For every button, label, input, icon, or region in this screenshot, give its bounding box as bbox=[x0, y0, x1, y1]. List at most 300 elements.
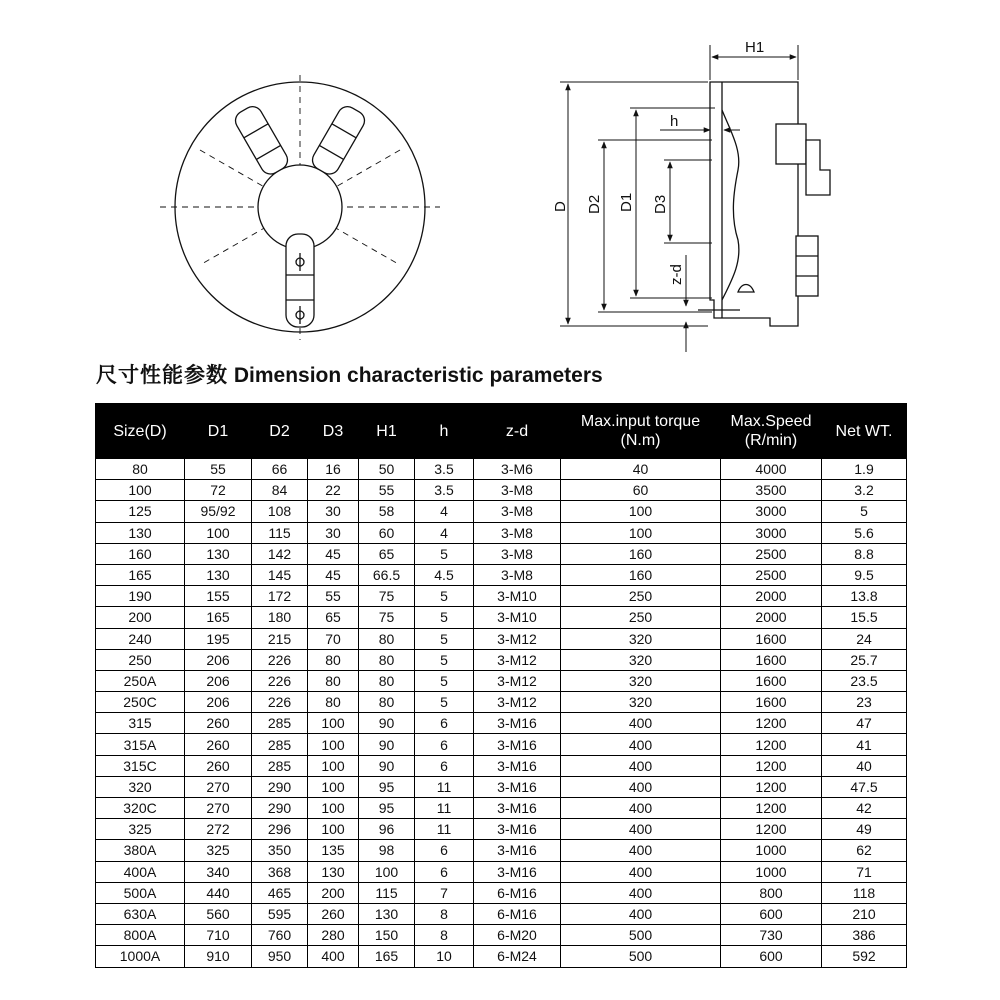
table-row bbox=[96, 670, 907, 691]
column-header-label: Net WT. bbox=[835, 422, 893, 440]
table-cell: 270 bbox=[185, 776, 252, 797]
table-cell: 100 bbox=[308, 755, 359, 776]
table-cell: 240 bbox=[96, 628, 185, 649]
table-cell: 180 bbox=[252, 607, 308, 628]
table-cell: 145 bbox=[252, 564, 308, 585]
table-cell: 155 bbox=[185, 586, 252, 607]
table-cell: 500A bbox=[96, 882, 185, 903]
table-cell: 5 bbox=[822, 501, 907, 522]
table-cell: 130 bbox=[96, 522, 185, 543]
table-cell: 260 bbox=[308, 903, 359, 924]
table-cell: 600 bbox=[721, 946, 822, 967]
column-header bbox=[185, 404, 252, 459]
label-h: h bbox=[670, 113, 679, 130]
table-cell: 400 bbox=[561, 713, 721, 734]
table-row bbox=[96, 649, 907, 670]
table-cell: 80 bbox=[359, 670, 415, 691]
table-row bbox=[96, 713, 907, 734]
table-cell: 40 bbox=[561, 459, 721, 480]
table-cell: 730 bbox=[721, 925, 822, 946]
table-cell: 5 bbox=[415, 649, 474, 670]
table-cell: 100 bbox=[359, 861, 415, 882]
table-cell: 215 bbox=[252, 628, 308, 649]
table-cell: 150 bbox=[359, 925, 415, 946]
table-cell: 315 bbox=[96, 713, 185, 734]
label-z-d: z-d bbox=[668, 264, 685, 285]
table-row bbox=[96, 522, 907, 543]
parameter-table bbox=[95, 403, 907, 968]
table-cell: 1600 bbox=[721, 649, 822, 670]
table-cell: 13.8 bbox=[822, 586, 907, 607]
table-cell: 206 bbox=[185, 692, 252, 713]
table-cell: 3-M16 bbox=[474, 819, 561, 840]
chuck-side-profile bbox=[710, 82, 798, 326]
table-cell: 84 bbox=[252, 480, 308, 501]
table-cell: 23.5 bbox=[822, 670, 907, 691]
table-cell: 6 bbox=[415, 861, 474, 882]
table-cell: 290 bbox=[252, 798, 308, 819]
table-cell: 910 bbox=[185, 946, 252, 967]
table-row bbox=[96, 755, 907, 776]
table-cell: 1.9 bbox=[822, 459, 907, 480]
table-cell: 630A bbox=[96, 903, 185, 924]
table-cell: 95 bbox=[359, 798, 415, 819]
table-row bbox=[96, 882, 907, 903]
column-header-label: Max.Speed bbox=[730, 413, 812, 430]
table-cell: 400 bbox=[561, 819, 721, 840]
table-cell: 2000 bbox=[721, 607, 822, 628]
table-row bbox=[96, 564, 907, 585]
table-cell: 285 bbox=[252, 734, 308, 755]
table-cell: 260 bbox=[185, 713, 252, 734]
table-cell: 80 bbox=[359, 649, 415, 670]
table-cell: 272 bbox=[185, 819, 252, 840]
table-cell: 90 bbox=[359, 755, 415, 776]
table-cell: 100 bbox=[308, 798, 359, 819]
table-cell: 200 bbox=[308, 882, 359, 903]
column-header-label: h bbox=[439, 422, 449, 440]
table-row bbox=[96, 903, 907, 924]
table-cell: 400 bbox=[561, 755, 721, 776]
table-cell: 195 bbox=[185, 628, 252, 649]
table-cell: 66 bbox=[252, 459, 308, 480]
table-cell: 25.7 bbox=[822, 649, 907, 670]
table-cell: 210 bbox=[822, 903, 907, 924]
table-cell: 400 bbox=[561, 861, 721, 882]
table-cell: 30 bbox=[308, 522, 359, 543]
column-header bbox=[308, 404, 359, 459]
column-header bbox=[252, 404, 308, 459]
table-cell: 1200 bbox=[721, 755, 822, 776]
table-cell: 130 bbox=[185, 543, 252, 564]
column-header-label: Max.input torque bbox=[580, 413, 701, 430]
table-cell: 11 bbox=[415, 798, 474, 819]
column-header-label: D3 bbox=[322, 422, 344, 440]
table-cell: 800A bbox=[96, 925, 185, 946]
table-cell: 90 bbox=[359, 713, 415, 734]
table-cell: 6 bbox=[415, 713, 474, 734]
table-cell: 7 bbox=[415, 882, 474, 903]
section-title-cn: 尺寸性能参数 bbox=[96, 363, 228, 387]
table-cell: 250A bbox=[96, 670, 185, 691]
table-cell: 98 bbox=[359, 840, 415, 861]
table-cell: 285 bbox=[252, 713, 308, 734]
table-cell: 11 bbox=[415, 819, 474, 840]
table-cell: 72 bbox=[185, 480, 252, 501]
table-cell: 1200 bbox=[721, 798, 822, 819]
table-cell: 4000 bbox=[721, 459, 822, 480]
table-cell: 75 bbox=[359, 586, 415, 607]
table-cell: 5 bbox=[415, 670, 474, 691]
table-cell: 47.5 bbox=[822, 776, 907, 797]
table-cell: 1200 bbox=[721, 713, 822, 734]
table-cell: 75 bbox=[359, 607, 415, 628]
table-cell: 142 bbox=[252, 543, 308, 564]
table-cell: 165 bbox=[359, 946, 415, 967]
table-cell: 55 bbox=[359, 480, 415, 501]
table-cell: 250 bbox=[96, 649, 185, 670]
table-cell: 5 bbox=[415, 628, 474, 649]
table-cell: 80 bbox=[308, 692, 359, 713]
column-header-label: D2 bbox=[269, 422, 290, 440]
table-cell: 49 bbox=[822, 819, 907, 840]
table-cell: 3-M16 bbox=[474, 713, 561, 734]
table-body bbox=[96, 459, 907, 968]
column-header-label: Size(D) bbox=[113, 422, 167, 440]
table-cell: 118 bbox=[822, 882, 907, 903]
table-cell: 8 bbox=[415, 925, 474, 946]
table-cell: 11 bbox=[415, 776, 474, 797]
table-cell: 3-M16 bbox=[474, 840, 561, 861]
table-row bbox=[96, 819, 907, 840]
table-cell: 600 bbox=[721, 903, 822, 924]
table-cell: 206 bbox=[185, 649, 252, 670]
table-cell: 115 bbox=[359, 882, 415, 903]
table-cell: 1200 bbox=[721, 734, 822, 755]
column-header-label: H1 bbox=[376, 422, 397, 440]
table-cell: 400 bbox=[561, 882, 721, 903]
table-cell: 15.5 bbox=[822, 607, 907, 628]
table-cell: 2000 bbox=[721, 586, 822, 607]
table-cell: 5 bbox=[415, 543, 474, 564]
table-cell: 3-M16 bbox=[474, 776, 561, 797]
label-H1: H1 bbox=[745, 39, 765, 56]
table-cell: 80 bbox=[96, 459, 185, 480]
table-cell: 285 bbox=[252, 755, 308, 776]
table-cell: 90 bbox=[359, 734, 415, 755]
table-cell: 400 bbox=[308, 946, 359, 967]
table-cell: 1600 bbox=[721, 670, 822, 691]
table-cell: 4.5 bbox=[415, 564, 474, 585]
table-cell: 130 bbox=[185, 564, 252, 585]
table-cell: 41 bbox=[822, 734, 907, 755]
table-cell: 386 bbox=[822, 925, 907, 946]
table-cell: 2500 bbox=[721, 543, 822, 564]
table-cell: 595 bbox=[252, 903, 308, 924]
table-cell: 3-M16 bbox=[474, 734, 561, 755]
table-cell: 400 bbox=[561, 903, 721, 924]
table-cell: 320 bbox=[561, 649, 721, 670]
table-cell: 260 bbox=[185, 734, 252, 755]
table-row bbox=[96, 861, 907, 882]
table-cell: 45 bbox=[308, 543, 359, 564]
table-cell: 3-M12 bbox=[474, 670, 561, 691]
label-D1: D1 bbox=[618, 192, 635, 212]
table-cell: 130 bbox=[308, 861, 359, 882]
table-cell: 6-M24 bbox=[474, 946, 561, 967]
table-row bbox=[96, 798, 907, 819]
table-cell: 296 bbox=[252, 819, 308, 840]
table-cell: 95 bbox=[359, 776, 415, 797]
table-cell: 3-M16 bbox=[474, 861, 561, 882]
table-cell: 70 bbox=[308, 628, 359, 649]
table-cell: 200 bbox=[96, 607, 185, 628]
table-cell: 4 bbox=[415, 501, 474, 522]
table-cell: 9.5 bbox=[822, 564, 907, 585]
table-cell: 380A bbox=[96, 840, 185, 861]
table-cell: 80 bbox=[359, 692, 415, 713]
table-cell: 60 bbox=[561, 480, 721, 501]
table-cell: 3-M12 bbox=[474, 628, 561, 649]
table-cell: 172 bbox=[252, 586, 308, 607]
table-cell: 3.5 bbox=[415, 459, 474, 480]
table-cell: 96 bbox=[359, 819, 415, 840]
table-cell: 560 bbox=[185, 903, 252, 924]
table-cell: 100 bbox=[308, 713, 359, 734]
table-cell: 710 bbox=[185, 925, 252, 946]
table-cell: 6-M20 bbox=[474, 925, 561, 946]
table-cell: 400 bbox=[561, 776, 721, 797]
table-cell: 3.2 bbox=[822, 480, 907, 501]
table-cell: 66.5 bbox=[359, 564, 415, 585]
table-cell: 5 bbox=[415, 586, 474, 607]
table-cell: 95/92 bbox=[185, 501, 252, 522]
table-cell: 400 bbox=[561, 798, 721, 819]
label-D: D bbox=[552, 201, 569, 212]
table-cell: 100 bbox=[185, 522, 252, 543]
table-cell: 320 bbox=[96, 776, 185, 797]
table-cell: 71 bbox=[822, 861, 907, 882]
table-row bbox=[96, 776, 907, 797]
table-cell: 1000 bbox=[721, 861, 822, 882]
table-cell: 45 bbox=[308, 564, 359, 585]
table-cell: 320 bbox=[561, 692, 721, 713]
table-cell: 250C bbox=[96, 692, 185, 713]
table-cell: 3-M16 bbox=[474, 798, 561, 819]
table-cell: 23 bbox=[822, 692, 907, 713]
table-row bbox=[96, 586, 907, 607]
column-header bbox=[359, 404, 415, 459]
table-cell: 130 bbox=[359, 903, 415, 924]
table-cell: 320 bbox=[561, 628, 721, 649]
table-cell: 125 bbox=[96, 501, 185, 522]
table-cell: 40 bbox=[822, 755, 907, 776]
table-row bbox=[96, 925, 907, 946]
table-row bbox=[96, 501, 907, 522]
table-cell: 4 bbox=[415, 522, 474, 543]
section-title-en: Dimension characteristic parameters bbox=[233, 364, 603, 387]
table-cell: 3-M10 bbox=[474, 586, 561, 607]
table-cell: 3.5 bbox=[415, 480, 474, 501]
table-cell: 3-M12 bbox=[474, 649, 561, 670]
column-header bbox=[561, 404, 721, 459]
column-header bbox=[474, 404, 561, 459]
table-cell: 160 bbox=[96, 543, 185, 564]
table-cell: 6 bbox=[415, 755, 474, 776]
table-cell: 226 bbox=[252, 692, 308, 713]
table-cell: 165 bbox=[185, 607, 252, 628]
table-cell: 3-M8 bbox=[474, 522, 561, 543]
table-cell: 1600 bbox=[721, 692, 822, 713]
table-cell: 315A bbox=[96, 734, 185, 755]
column-header bbox=[415, 404, 474, 459]
table-cell: 320C bbox=[96, 798, 185, 819]
table-cell: 3000 bbox=[721, 522, 822, 543]
table-row bbox=[96, 946, 907, 967]
jaw-bottom-side bbox=[796, 236, 818, 296]
chuck-drawings bbox=[0, 0, 1000, 355]
table-row bbox=[96, 480, 907, 501]
table-cell: 100 bbox=[96, 480, 185, 501]
table-cell: 30 bbox=[308, 501, 359, 522]
table-cell: 100 bbox=[561, 501, 721, 522]
table-cell: 760 bbox=[252, 925, 308, 946]
table-cell: 80 bbox=[308, 670, 359, 691]
table-cell: 226 bbox=[252, 670, 308, 691]
table-cell: 8 bbox=[415, 903, 474, 924]
table-cell: 108 bbox=[252, 501, 308, 522]
label-D3: D3 bbox=[652, 194, 669, 214]
table-cell: 1000A bbox=[96, 946, 185, 967]
table-cell: 3000 bbox=[721, 501, 822, 522]
table-cell: 62 bbox=[822, 840, 907, 861]
table-cell: 16 bbox=[308, 459, 359, 480]
column-header-label: D1 bbox=[207, 422, 229, 440]
table-cell: 315C bbox=[96, 755, 185, 776]
table-row bbox=[96, 734, 907, 755]
column-header-label: (N.m) bbox=[620, 432, 661, 449]
table-cell: 400 bbox=[561, 734, 721, 755]
column-header-label: (R/min) bbox=[744, 432, 798, 449]
jaw-bottom bbox=[286, 234, 314, 327]
table-cell: 8.8 bbox=[822, 543, 907, 564]
table-cell: 47 bbox=[822, 713, 907, 734]
table-cell: 368 bbox=[252, 861, 308, 882]
table-cell: 5 bbox=[415, 607, 474, 628]
table-cell: 950 bbox=[252, 946, 308, 967]
table-cell: 290 bbox=[252, 776, 308, 797]
table-cell: 1200 bbox=[721, 819, 822, 840]
column-header bbox=[721, 404, 822, 459]
label-D2: D2 bbox=[586, 194, 603, 214]
table-cell: 3-M8 bbox=[474, 501, 561, 522]
table-cell: 1200 bbox=[721, 776, 822, 797]
chuck-side-view bbox=[698, 82, 830, 326]
table-cell: 3-M16 bbox=[474, 755, 561, 776]
jaw-top-side bbox=[776, 124, 806, 164]
table-cell: 190 bbox=[96, 586, 185, 607]
table-cell: 3-M8 bbox=[474, 543, 561, 564]
section-title bbox=[96, 360, 603, 390]
table-cell: 400 bbox=[561, 840, 721, 861]
table-cell: 592 bbox=[822, 946, 907, 967]
table-cell: 80 bbox=[308, 649, 359, 670]
table-cell: 80 bbox=[359, 628, 415, 649]
table-cell: 65 bbox=[359, 543, 415, 564]
table-cell: 100 bbox=[308, 776, 359, 797]
table-cell: 3-M8 bbox=[474, 480, 561, 501]
table-cell: 24 bbox=[822, 628, 907, 649]
table-cell: 350 bbox=[252, 840, 308, 861]
table-cell: 160 bbox=[561, 564, 721, 585]
table-cell: 58 bbox=[359, 501, 415, 522]
table-cell: 325 bbox=[96, 819, 185, 840]
table-cell: 2500 bbox=[721, 564, 822, 585]
table-cell: 1000 bbox=[721, 840, 822, 861]
table-cell: 160 bbox=[561, 543, 721, 564]
table-cell: 340 bbox=[185, 861, 252, 882]
column-header bbox=[822, 404, 907, 459]
table-cell: 3500 bbox=[721, 480, 822, 501]
chuck-front-view bbox=[160, 75, 440, 340]
table-cell: 50 bbox=[359, 459, 415, 480]
table-cell: 250 bbox=[561, 607, 721, 628]
table-cell: 60 bbox=[359, 522, 415, 543]
table-cell: 22 bbox=[308, 480, 359, 501]
table-cell: 100 bbox=[561, 522, 721, 543]
table-cell: 320 bbox=[561, 670, 721, 691]
table-cell: 3-M10 bbox=[474, 607, 561, 628]
table-cell: 440 bbox=[185, 882, 252, 903]
table-cell: 206 bbox=[185, 670, 252, 691]
table-row bbox=[96, 840, 907, 861]
table-cell: 65 bbox=[308, 607, 359, 628]
table-row bbox=[96, 459, 907, 480]
table-cell: 500 bbox=[561, 946, 721, 967]
table-cell: 250 bbox=[561, 586, 721, 607]
table-cell: 280 bbox=[308, 925, 359, 946]
table-cell: 6 bbox=[415, 734, 474, 755]
table-cell: 260 bbox=[185, 755, 252, 776]
table-cell: 100 bbox=[308, 819, 359, 840]
table-cell: 42 bbox=[822, 798, 907, 819]
table-cell: 135 bbox=[308, 840, 359, 861]
table-header-row bbox=[96, 404, 907, 459]
table-cell: 3-M6 bbox=[474, 459, 561, 480]
table-cell: 6-M16 bbox=[474, 882, 561, 903]
table-cell: 5 bbox=[415, 692, 474, 713]
table-cell: 165 bbox=[96, 564, 185, 585]
table-cell: 226 bbox=[252, 649, 308, 670]
table-row bbox=[96, 543, 907, 564]
table-cell: 10 bbox=[415, 946, 474, 967]
table-cell: 325 bbox=[185, 840, 252, 861]
table-cell: 6-M16 bbox=[474, 903, 561, 924]
column-header-label: z-d bbox=[505, 422, 529, 440]
table-row bbox=[96, 692, 907, 713]
table-cell: 55 bbox=[308, 586, 359, 607]
table-cell: 6 bbox=[415, 840, 474, 861]
table-cell: 100 bbox=[308, 734, 359, 755]
column-header bbox=[96, 404, 185, 459]
table-cell: 3-M12 bbox=[474, 692, 561, 713]
table-cell: 55 bbox=[185, 459, 252, 480]
table-cell: 465 bbox=[252, 882, 308, 903]
table-cell: 115 bbox=[252, 522, 308, 543]
table-cell: 500 bbox=[561, 925, 721, 946]
table-cell: 400A bbox=[96, 861, 185, 882]
table-cell: 5.6 bbox=[822, 522, 907, 543]
